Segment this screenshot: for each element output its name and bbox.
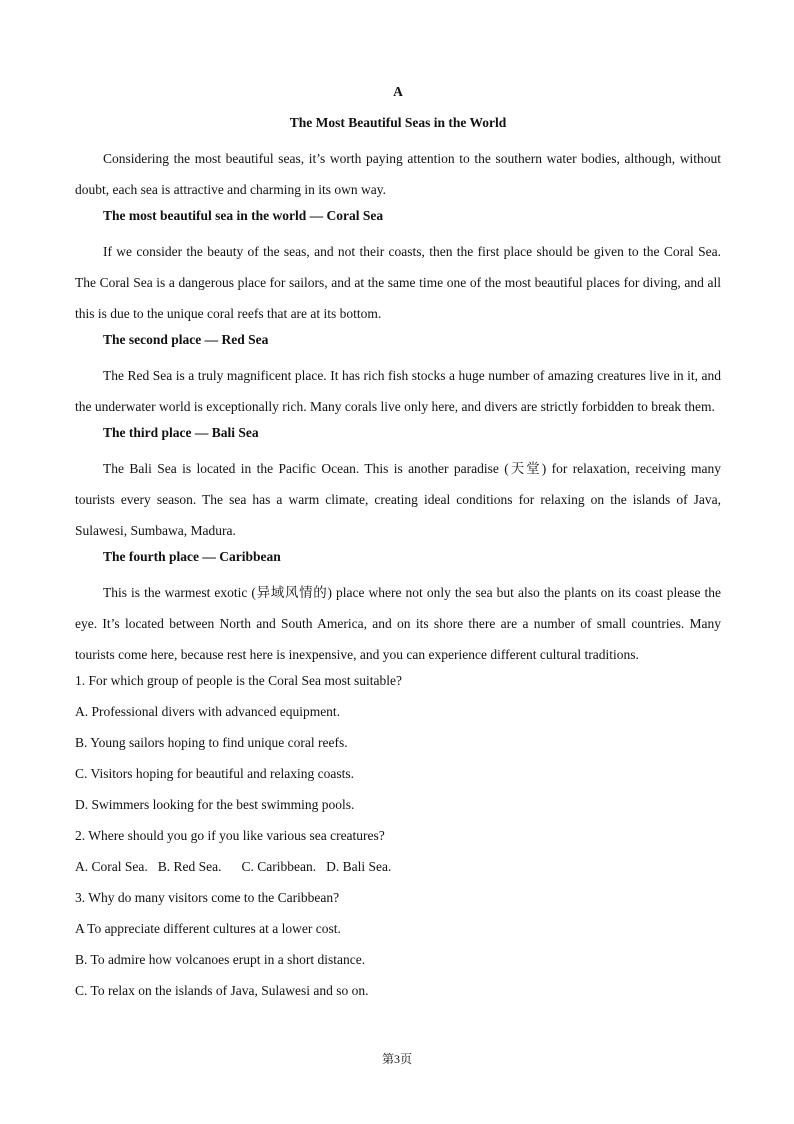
section-heading-bali-sea: The third place — Bali Sea [103,425,259,440]
question-1-option-b: B. Young sailors hoping to find unique coral reefs. [75,735,348,750]
section-letter: A [393,84,403,99]
question-1-stem: 1. For which group of people is the Coral Sea most suitable? [75,673,402,688]
question-2-option-b: B. Red Sea. [157,859,222,874]
section-text-bali-sea: The Bali Sea is located in the Pacific Ocean. This is another paradise (天堂) for relaxation, receiving many tourists every season. The sea has a warm climate, creating ideal conditions for relaxing on the islands of Java, Sulawesi, Sumbawa, Madura. [75,461,721,538]
question-1-option-d: D. Swimmers looking for the best swimming pools. [75,797,355,812]
section-heading-red-sea: The second place — Red Sea [103,332,269,347]
question-1-option-c: C. Visitors hoping for beautiful and relaxing coasts. [75,766,355,781]
question-2-option-d: D. Bali Sea. [326,859,392,874]
section-heading-coral-sea: The most beautiful sea in the world — Coral Sea [103,208,384,223]
section-text-caribbean: This is the warmest exotic (异域风情的) place where not only the sea but also the plants on its coast please the eye. It’s located between North and South America, and on its shore there are a number of small countries. Many tourists come here, because rest here is inexpensive, and you can experience different cultural traditions. [75,585,721,662]
article-title: The Most Beautiful Seas in the World [289,115,507,130]
intro-paragraph: Considering the most beautiful seas, it’s worth paying attention to the southern water bodies, although, without doubt, each sea is attractive and charming in its own way. [75,151,721,197]
question-2-option-c: C. Caribbean. [241,859,317,874]
section-text-coral-sea: If we consider the beauty of the seas, and not their coasts, then the first place should be given to the Coral Sea. The Coral Sea is a dangerous place for sailors, and at the same time one of the most beautiful places for diving, and all this is due to the unique coral reefs that are at its bottom. [75,244,721,321]
question-3-stem: 3. Why do many visitors come to the Caribbean? [75,890,340,905]
question-2-option-a: A. Coral Sea. [75,859,148,874]
question-3-option-a: A To appreciate different cultures at a lower cost. [75,921,341,936]
section-heading-caribbean: The fourth place — Caribbean [103,549,281,564]
question-3-option-b: B. To admire how volcanoes erupt in a short distance. [75,952,366,967]
question-3-option-c: C. To relax on the islands of Java, Sulawesi and so on. [75,983,369,998]
question-2-options [75,856,721,887]
page-number: 第3页 [381,1052,412,1066]
question-2-stem: 2. Where should you go if you like various sea creatures? [75,828,385,843]
section-text-red-sea: The Red Sea is a truly magnificent place. It has rich fish stocks a huge number of amazing creatures live in it, and the underwater world is exceptionally rich. Many corals live only here, and divers are strictly forbidden to break them. [75,368,721,414]
question-1-option-a: A. Professional divers with advanced equipment. [75,704,341,719]
article-content [75,81,721,1011]
